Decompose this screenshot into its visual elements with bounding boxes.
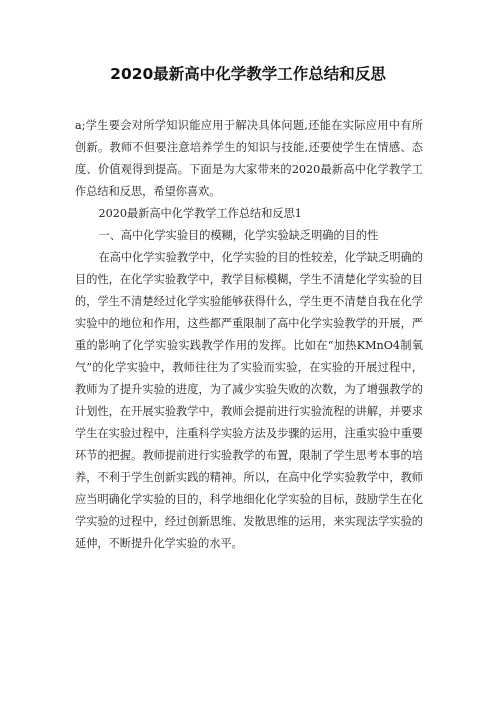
subsection-heading: 一、高中化学实验目的模糊，化学实验缺乏明确的目的性 [98,229,379,242]
document-body [75,115,423,555]
body-paragraph: 在高中化学实验教学中，化学实验的目的性较差，化学缺乏明确的目的性，在化学实验教学中，教学目标模糊，学生不清楚化学实验的目的，学生不清楚经过化学实验能够获得什么，学生更不清楚自我在化学实验中的地位和作用，这些都严重限制了高中化学实验教学的开展，严重的影响了化学实验实践教学作用的发挥。比如在“加热KMnO4制氧气”的化学实验中，教师往往为了实验而实验，在实验的开展过程中，教师为了提升实验的进度，为了减少实验失败的次数，为了增强教学的计划性，在开展实验教学中，教师会提前进行实验流程的讲解，并要求学生在实验过程中，注重科学实验方法及步骤的运用，注重实验中重要环节的把握。教师提前进行实验教学的布置，限制了学生思考本事的培养，不利于学生创新实践的精神。所以，在高中化学实验教学中，教师应当明确化学实验的目的，科学地细化化学实验的目标，鼓励学生在化学实验的过程中，经过创新思维、发散思维的运用，来实现法学实验的延伸，不断提升化学实验的水平。 [75,251,423,550]
intro-paragraph: a;学生要会对所学知识能应用于解决具体问题,还能在实际应用中有所创新。教师不但要注意培养学生的知识与技能,还要使学生在情感、态度、价值观得到提高。下面是为大家带来的2020最新高中化学教学工作总结和反思，希望你喜欢。 [75,119,423,198]
document-title: 2020最新高中化学教学工作总结和反思 [110,65,386,83]
section-heading: 2020最新高中化学教学工作总结和反思1 [98,207,302,220]
